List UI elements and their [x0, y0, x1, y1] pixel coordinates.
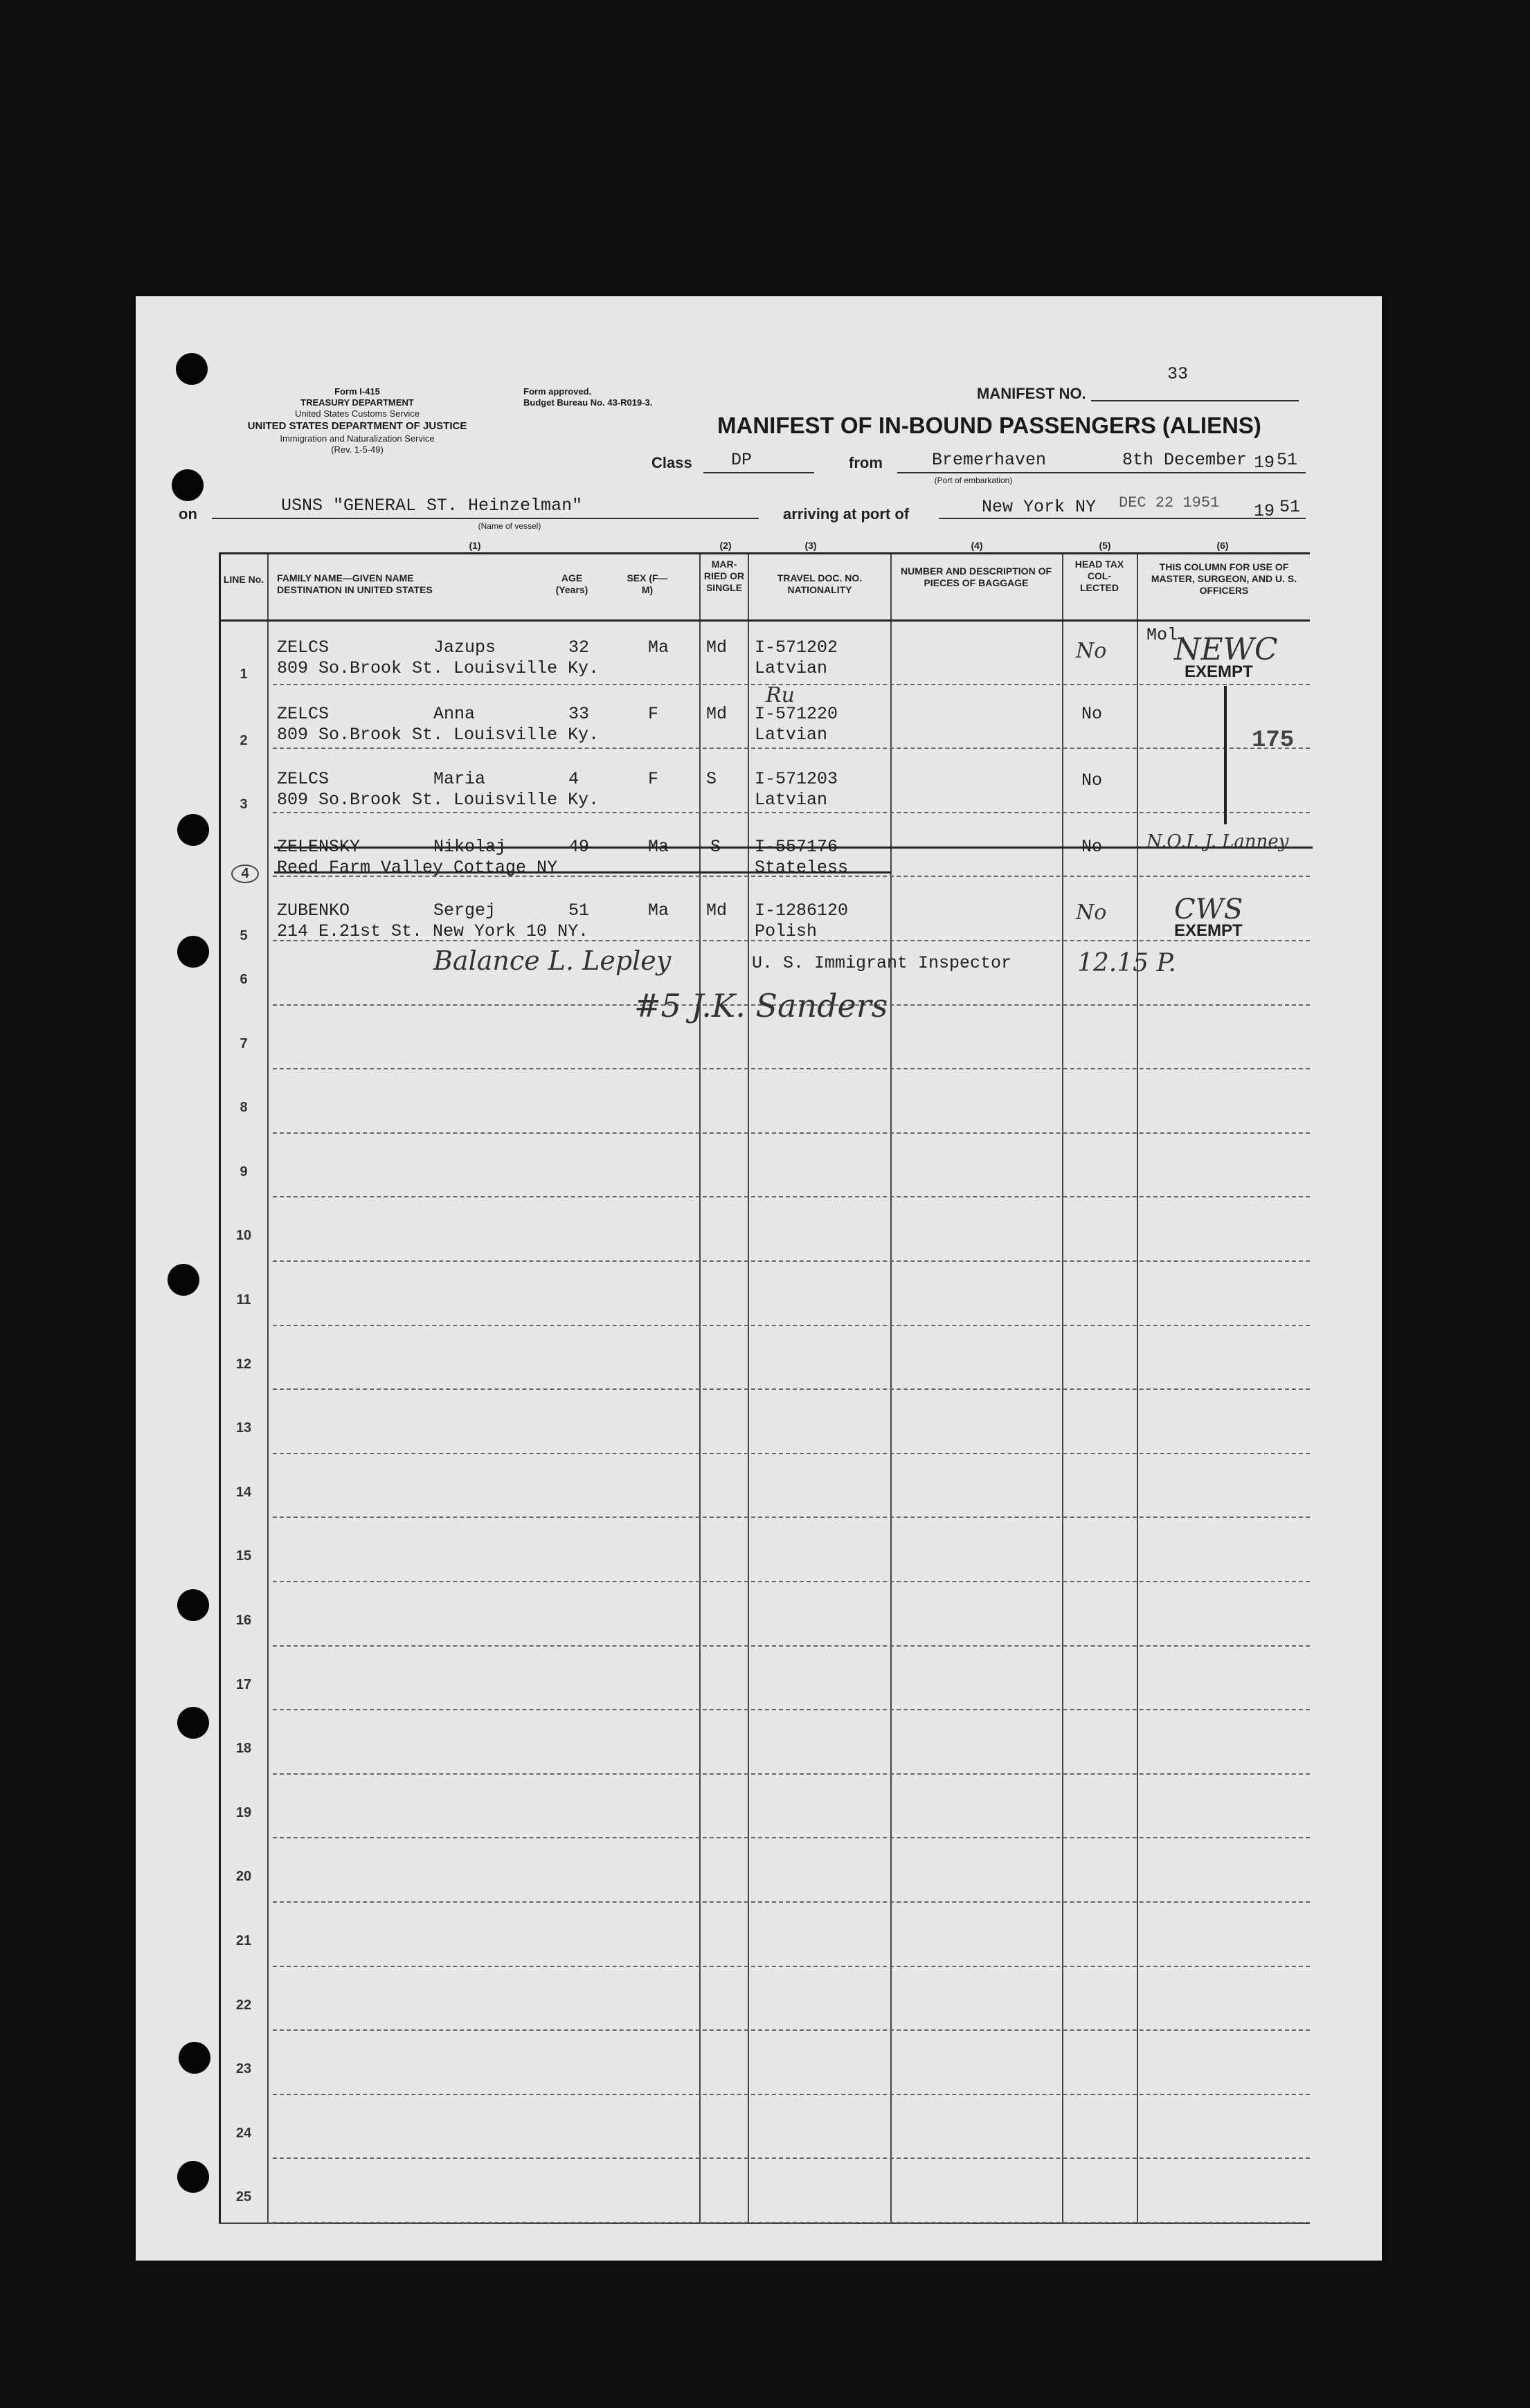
- embark-note: (Port of embarkation): [934, 476, 1013, 485]
- col-header-age: AGE (Years): [555, 572, 588, 595]
- col-header-baggage: NUMBER AND DESCRIPTION OF PIECES OF BAGGAGE: [900, 565, 1052, 588]
- line-number: 4: [231, 864, 259, 883]
- nationality: Latvian: [755, 790, 828, 810]
- exempt-stamp: EXEMPT: [1174, 921, 1243, 940]
- col-num-5: (5): [1099, 540, 1111, 551]
- line-number: 11: [236, 1292, 251, 1307]
- punch-hole: [177, 1589, 209, 1621]
- row-separator: [273, 1453, 1310, 1454]
- row-separator: [273, 748, 1310, 749]
- line-number: 8: [240, 1100, 248, 1116]
- revision: (Rev. 1-5-49): [331, 444, 384, 455]
- line-number: 6: [240, 972, 248, 987]
- embarkation-port: Bremerhaven: [932, 450, 1047, 470]
- justice-dept: UNITED STATES DEPARTMENT OF JUSTICE: [247, 420, 467, 432]
- line-number: 16: [235, 1613, 252, 1628]
- arrival-year-value: 51: [1279, 497, 1301, 517]
- line-number: 7: [240, 1035, 248, 1051]
- row-separator: [273, 1068, 1310, 1069]
- row-separator: [273, 812, 1310, 813]
- arriving-label: arriving at port of: [783, 505, 910, 523]
- line-number: 2: [240, 733, 248, 748]
- nationality: Latvian: [755, 725, 828, 745]
- row-separator: [273, 1901, 1310, 1903]
- row-separator: [273, 1581, 1310, 1582]
- col-num-3: (3): [804, 540, 817, 551]
- manifest-page: [136, 296, 1382, 2261]
- given-name: Anna: [433, 704, 476, 724]
- col-header-travel-doc: TRAVEL DOC. NO. NATIONALITY: [777, 572, 863, 595]
- row-separator: [273, 2157, 1310, 2159]
- on-label: on: [179, 505, 197, 523]
- year-prefix: 19: [1254, 453, 1275, 473]
- col-num-2: (2): [719, 540, 732, 551]
- strikethrough: [274, 871, 890, 873]
- family-name: ZELCS: [277, 704, 330, 724]
- sex: Ma: [648, 837, 669, 857]
- family-name: ZELENSKY: [277, 837, 361, 857]
- marital-status: Md: [706, 900, 728, 921]
- line-number: 20: [235, 1869, 252, 1885]
- handwritten-cws: CWS: [1174, 894, 1243, 925]
- col-header-officers: THIS COLUMN FOR USE OF MASTER, SURGEON, AND U. S. OFFICERS: [1151, 561, 1297, 596]
- line-number: 18: [235, 1741, 252, 1757]
- destination: 809 So.Brook St. Louisville Ky.: [277, 658, 600, 678]
- age: 32: [568, 637, 590, 658]
- punch-hole: [176, 353, 208, 385]
- line-number: 12: [235, 1356, 252, 1372]
- handwritten-number: 175: [1252, 727, 1295, 754]
- line-number: 5: [240, 928, 248, 943]
- officer-note: Mol.: [1146, 625, 1189, 645]
- col-num-6: (6): [1216, 540, 1229, 551]
- age: 51: [568, 900, 590, 921]
- row-separator: [273, 1966, 1310, 1967]
- travel-doc-no: I-571203: [755, 769, 838, 789]
- destination: Reed Farm Valley Cottage NY: [277, 858, 558, 878]
- col-header-married: MAR-RIED OR SINGLE: [703, 559, 745, 593]
- family-name: ZUBENKO: [277, 900, 350, 921]
- given-name: Maria: [433, 769, 486, 789]
- row-separator: [273, 1325, 1310, 1326]
- arrival-stamp: DEC 22 1951: [1119, 494, 1220, 512]
- vessel-note: (Name of vessel): [478, 521, 541, 531]
- punch-hole: [168, 1264, 199, 1296]
- col-header-name: FAMILY NAME—GIVEN NAME DESTINATION IN UNITED STATES: [277, 572, 433, 595]
- col-header-line: LINE No.: [223, 574, 264, 585]
- exempt-stamp: EXEMPT: [1185, 662, 1253, 681]
- sex: Ma: [648, 900, 669, 921]
- customs-service: United States Customs Service: [295, 408, 420, 419]
- travel-doc-no: I-1286120: [755, 900, 849, 921]
- punch-hole: [177, 814, 209, 846]
- given-name: Nikolaj: [433, 837, 507, 857]
- marital-status: S: [710, 837, 721, 857]
- row-separator: [273, 2029, 1310, 2031]
- row-separator: [273, 1260, 1310, 1262]
- passenger-table: [219, 552, 1310, 2224]
- vessel-name: USNS "GENERAL ST. Heinzelman": [281, 496, 583, 516]
- head-tax: No: [1076, 900, 1107, 925]
- col-header-sex: SEX (F—M): [627, 572, 668, 595]
- line-number: 10: [235, 1228, 252, 1244]
- line-number: 24: [235, 2125, 252, 2141]
- handwritten-balance: Balance L. Lepley: [433, 945, 672, 976]
- punch-hole: [172, 469, 204, 501]
- arrival-year-prefix: 19: [1254, 501, 1275, 521]
- travel-doc-no: I-557176: [755, 837, 838, 857]
- destination: 214 E.21st St. New York 10 NY.: [277, 921, 589, 941]
- manifest-no-label: MANIFEST NO.: [977, 385, 1086, 402]
- travel-doc-no: I-571202: [755, 637, 838, 658]
- travel-doc-no: I-571220: [755, 704, 838, 724]
- line-number: 23: [235, 2061, 252, 2077]
- punch-hole: [177, 2161, 209, 2193]
- punch-hole: [177, 936, 209, 968]
- age: 33: [568, 704, 590, 724]
- row-separator: [273, 1196, 1310, 1197]
- embarkation-date: 8th December: [1122, 450, 1248, 470]
- line-number: 3: [240, 797, 248, 812]
- head-tax: No: [1081, 770, 1103, 790]
- form-number: Form I-415: [334, 386, 380, 397]
- line-number: 19: [235, 1804, 252, 1820]
- line-number: 14: [235, 1484, 252, 1500]
- row-separator: [273, 1709, 1310, 1710]
- age: 49: [568, 837, 590, 857]
- col-num-1: (1): [469, 540, 481, 551]
- handwritten-row4-note: N.O.I. J. Lanney: [1146, 831, 1289, 852]
- ins-service: Immigration and Naturalization Service: [280, 433, 435, 444]
- page-title: MANIFEST OF IN-BOUND PASSENGERS (ALIENS): [717, 413, 1261, 438]
- family-name: ZELCS: [277, 637, 330, 658]
- from-label: from: [849, 454, 883, 471]
- given-name: Jazups: [433, 637, 496, 658]
- nationality: Polish: [755, 921, 818, 941]
- punch-hole: [177, 1707, 209, 1739]
- row-separator: [273, 1388, 1310, 1390]
- destination: 809 So.Brook St. Louisville Ky.: [277, 790, 600, 810]
- line-number: 15: [235, 1548, 252, 1564]
- col-num-4: (4): [971, 540, 983, 551]
- row-separator: [273, 1645, 1310, 1647]
- manifest-number: 33: [1167, 364, 1189, 384]
- row-separator: [273, 1517, 1310, 1518]
- line-number: 22: [235, 1997, 252, 2013]
- row-separator: [273, 1132, 1310, 1134]
- arrival-port: New York NY: [982, 497, 1097, 517]
- handwritten-date: 12.15 P.: [1077, 949, 1176, 977]
- form-approved: Form approved.: [523, 386, 592, 397]
- class-value: DP: [731, 450, 753, 470]
- head-tax: No: [1081, 837, 1103, 857]
- age: 4: [568, 769, 579, 789]
- sex: Ma: [648, 637, 669, 658]
- given-name: Sergej: [433, 900, 496, 921]
- marital-status: S: [706, 769, 717, 789]
- inspector-label: U. S. Immigrant Inspector: [752, 953, 1012, 973]
- nationality: Stateless: [755, 858, 849, 878]
- family-name: ZELCS: [277, 769, 330, 789]
- handwritten-initial: Ru: [766, 683, 795, 707]
- destination: 809 So.Brook St. Louisville Ky.: [277, 725, 600, 745]
- treasury-dept: TREASURY DEPARTMENT: [300, 397, 414, 408]
- line-number: 1: [240, 667, 248, 682]
- line-number: 21: [235, 1933, 252, 1948]
- row-separator: [273, 1773, 1310, 1775]
- line-number: 13: [235, 1420, 252, 1436]
- head-tax: No: [1076, 639, 1107, 663]
- year-value: 51: [1277, 450, 1298, 470]
- class-label: Class: [651, 454, 692, 471]
- head-tax: No: [1081, 704, 1103, 724]
- line-number: 17: [235, 1676, 252, 1692]
- sex: F: [648, 704, 659, 724]
- line-number: 9: [240, 1164, 248, 1179]
- punch-hole: [179, 2042, 210, 2074]
- marital-status: Md: [706, 704, 728, 724]
- row-separator: [273, 1837, 1310, 1838]
- handwritten-newc: NEWC: [1174, 632, 1278, 667]
- nationality: Latvian: [755, 658, 828, 678]
- marital-status: Md: [706, 637, 728, 658]
- col-header-head-tax: HEAD TAX COL-LECTED: [1074, 559, 1124, 593]
- row-separator: [273, 2094, 1310, 2095]
- sex: F: [648, 769, 659, 789]
- row-separator: [273, 2222, 1310, 2223]
- line-number: 25: [235, 2189, 252, 2205]
- inspector-signature: #5 J.K. Sanders: [634, 987, 888, 1024]
- budget-bureau: Budget Bureau No. 43-R019-3.: [523, 397, 653, 408]
